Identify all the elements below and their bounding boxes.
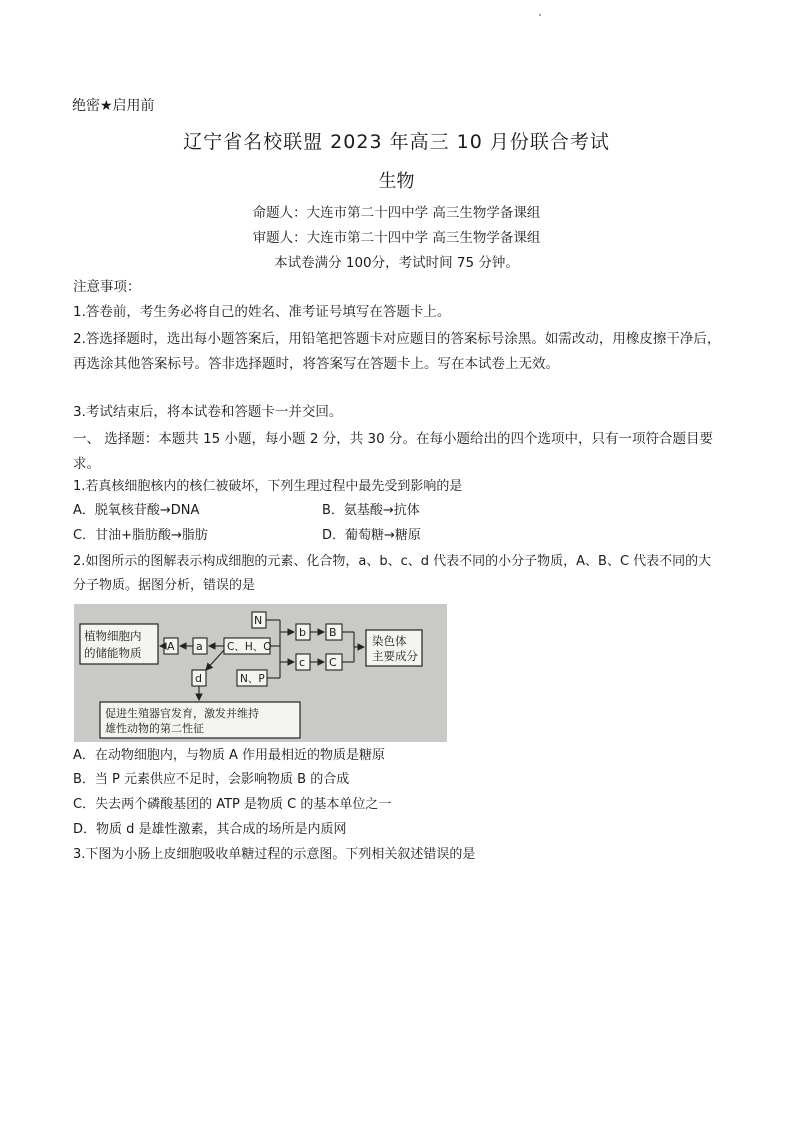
q1-option-b: B．氨基酸→抗体 [322, 503, 420, 518]
reviewer-line: 审题人：大连市第二十四中学 高三生物学备课组 [252, 230, 541, 246]
node-d-label: d [195, 672, 202, 685]
notice-heading: 注意事项： [73, 279, 141, 295]
notice-item-2: 2.答选择题时，选出每小题答案后，用铅笔把答题卡对应题目的答案标号涂黑。如需改动，用橡皮擦干净后，再选涂其他答案标号。答非选择题时，将答案写在答题卡上。写在本试卷上无效。 [73, 331, 721, 372]
q1-option-d: D．葡萄糖→糖原 [322, 528, 421, 543]
notice-item-3: 3.考试结束后，将本试卷和答题卡一并交回。 [73, 404, 343, 420]
q2-option-d: D．物质 d 是雄性激素，其合成的场所是内质网 [73, 822, 347, 837]
node-cho-label: C、H、O [227, 641, 272, 653]
question-2-stem: 2.如图所示的图解表示构成细胞的元素、化合物，a、b、c、d 代表不同的小分子物质，A、B、C 代表不同的大分子物质。据图分析，错误的是 [73, 554, 712, 593]
node-C-label: C [329, 656, 337, 669]
q2-option-b: B．当 P 元素供应不足时，会影响物质 B 的合成 [73, 772, 350, 787]
q2-option-c: C．失去两个磷酸基团的 ATP 是物质 C 的基本单位之一 [73, 797, 392, 812]
hormone-label-1: 促进生殖器官发育，激发并维持 [105, 707, 259, 720]
node-c-label: c [299, 656, 306, 669]
hormone-label-2: 雄性动物的第二性征 [105, 722, 204, 735]
notice-item-1: 1.答卷前，考生务必将自己的姓名、准考证号填写在答题卡上。 [73, 304, 451, 320]
chromosome-label-1: 染色体 [372, 634, 407, 648]
node-A-label: A [167, 640, 175, 653]
compound-diagram [74, 604, 447, 742]
exam-title: 辽宁省名校联盟 2023 年高三 10 月份联合考试 [183, 131, 610, 153]
node-NP-label: N、P [240, 673, 265, 685]
question-3-stem: 3.下图为小肠上皮细胞吸收单糖过程的示意图。下列相关叙述错误的是 [73, 847, 476, 862]
secret-label: 绝密★启用前 [72, 98, 155, 114]
node-N-label: N [254, 614, 263, 627]
question-1-stem: 1.若真核细胞核内的核仁被破坏，下列生理过程中最先受到影响的是 [73, 479, 463, 494]
subject-title: 生物 [378, 171, 415, 192]
q2-option-a: A．在动物细胞内，与物质 A 作用最相近的物质是糖原 [73, 748, 386, 763]
node-B-label: B [329, 626, 337, 639]
scan-dot [539, 14, 541, 16]
storage-label-2: 的储能物质 [84, 646, 142, 660]
setter-line: 命题人：大连市第二十四中学 高三生物学备课组 [252, 205, 541, 221]
exam-info-line: 本试卷满分 100分，考试时间 75 分钟。 [274, 255, 519, 271]
storage-label-1: 植物细胞内 [84, 629, 142, 643]
chromosome-label-2: 主要成分 [372, 649, 418, 663]
q1-option-c: C．甘油+脂肪酸→脂肪 [73, 528, 208, 543]
node-b-label: b [299, 626, 306, 639]
node-a-label: a [196, 640, 203, 653]
section-heading: 一、 选择题：本题共 15 小题，每小题 2 分，共 30 分。在每小题给出的四个选项中，只有一项符合题目要求。 [73, 431, 713, 472]
q1-option-a: A．脱氧核苷酸→DNA [73, 503, 200, 518]
